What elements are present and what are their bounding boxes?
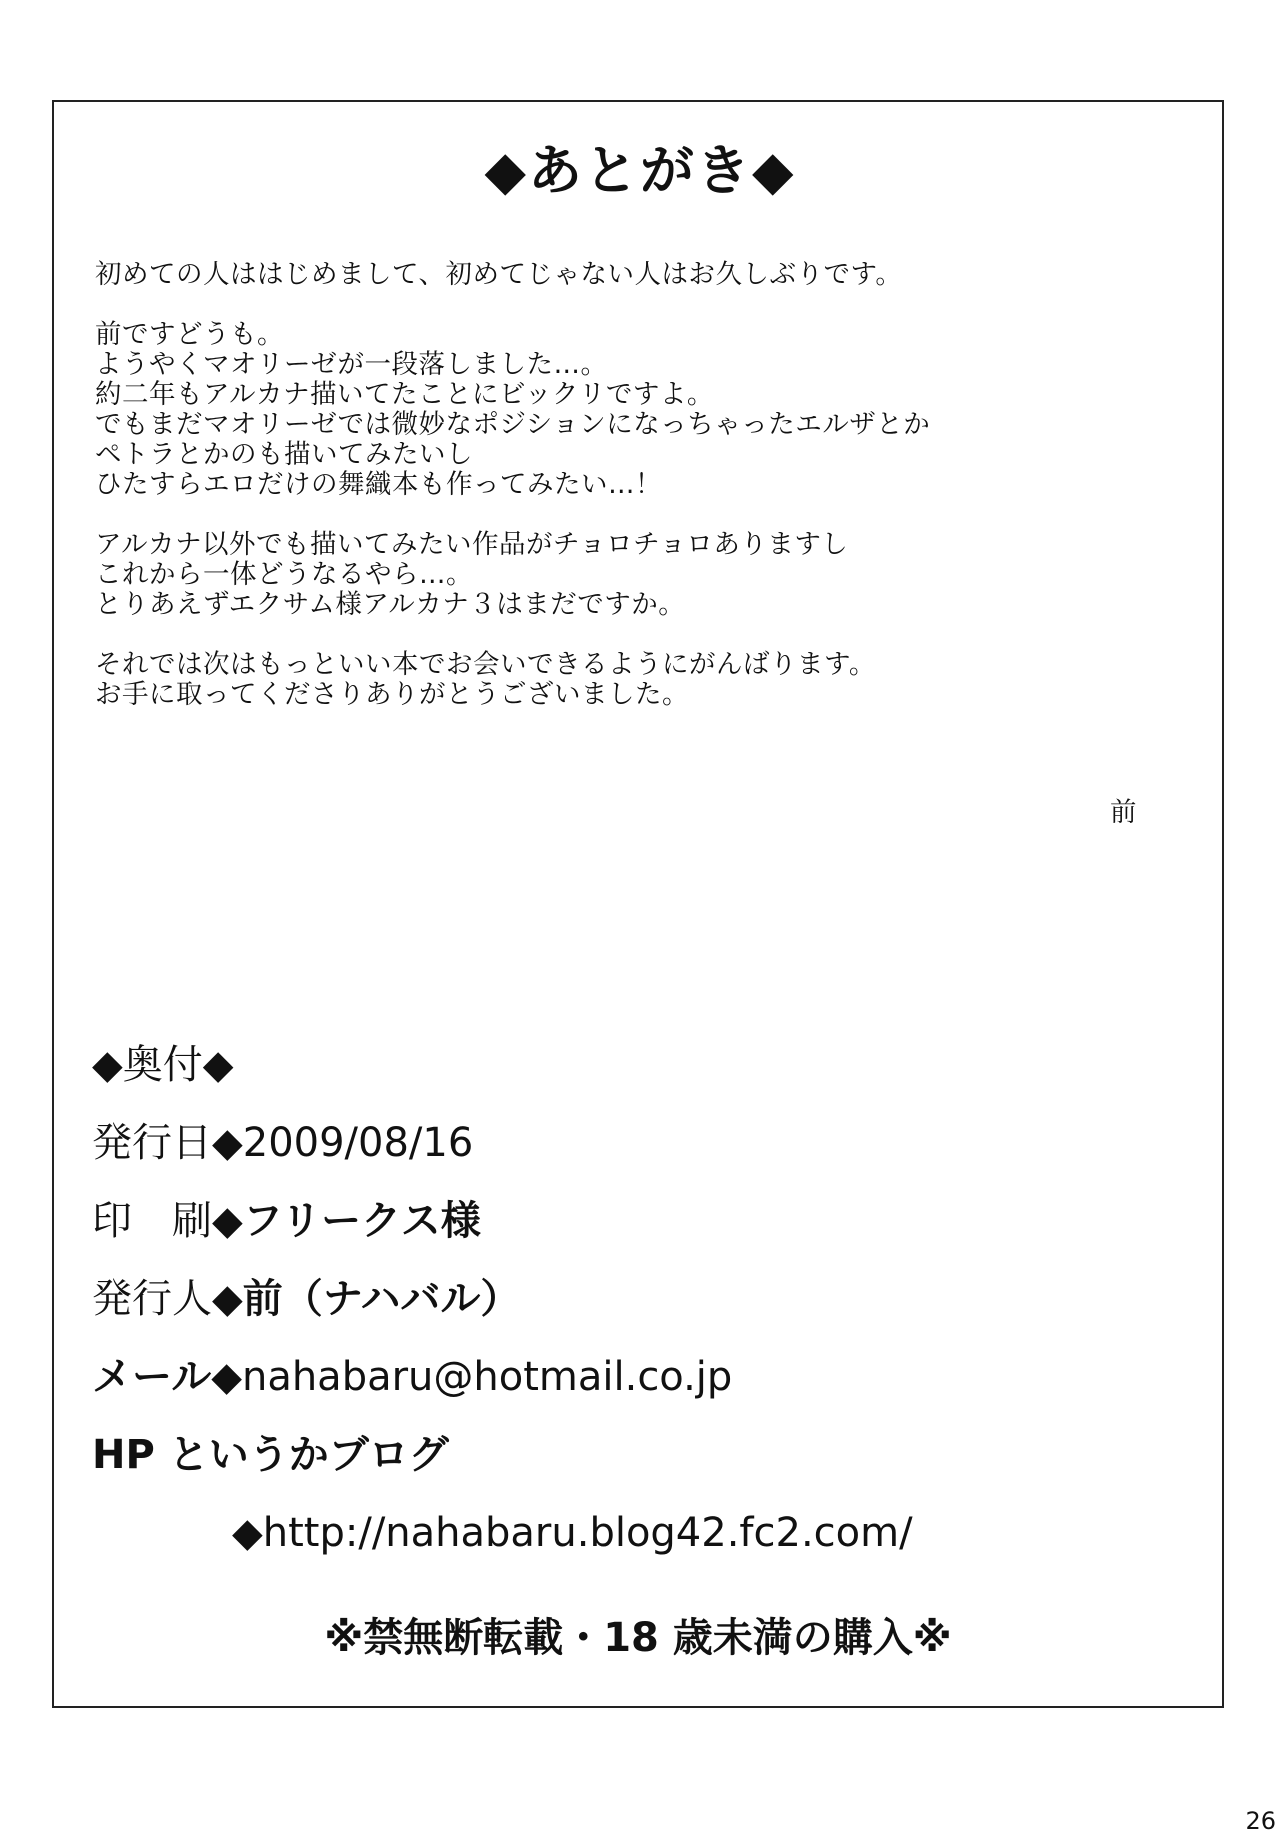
reprint-notice: ※禁無断転載・18 歳未満の購入※ [324, 1615, 952, 1661]
issue-date-row [92, 1118, 473, 1168]
afterword-line: アルカナ以外でも描いてみたい作品がチョロチョロありますし [95, 529, 849, 560]
mail-label: メール [92, 1354, 212, 1400]
afterword-line: ようやくマオリーゼが一段落しました…。 [95, 349, 608, 380]
afterword-paragraph-1 [95, 260, 1135, 290]
printer-label: 印 刷 [92, 1198, 212, 1244]
afterword-paragraph-4 [95, 650, 1135, 710]
afterword-line: ひたすらエロだけの舞織本も作ってみたい…！ [95, 469, 662, 500]
afterword-line: それでは次はもっといい本でお会いできるようにがんばります。 [95, 649, 876, 680]
publisher-row [92, 1274, 520, 1324]
author-signature: 前 [1110, 797, 1137, 828]
colophon-heading: ◆奥付◆ [92, 1042, 234, 1088]
hp-label: HP というかブログ [92, 1432, 449, 1478]
afterword-line: 初めての人ははじめまして、初めてじゃない人はお久しぶりです。 [95, 259, 903, 290]
publisher-label: 発行人 [92, 1276, 212, 1322]
printer-row [92, 1196, 481, 1246]
issue-date-value: ◆2009/08/16 [212, 1120, 474, 1166]
afterword-paragraph-3 [95, 530, 1135, 620]
afterword-line: ペトラとかのも描いてみたいし [95, 439, 473, 470]
printer-value: ◆フリークス様 [212, 1198, 481, 1244]
mail-row [92, 1352, 732, 1402]
afterword-line: でもまだマオリーゼでは微妙なポジションになっちゃったエルザとか [95, 409, 931, 440]
afterword-line: これから一体どうなるやら…。 [95, 559, 473, 590]
afterword-line: とりあえずエクサム様アルカナ３はまだですか。 [95, 589, 686, 620]
afterword-line: 前ですどうも。 [95, 319, 284, 350]
issue-date-label: 発行日 [92, 1120, 212, 1166]
afterword-line: 約二年もアルカナ描いてたことにビックリですよ。 [95, 379, 714, 410]
afterword-title: ◆あとがき◆ [484, 138, 796, 202]
mail-address: ◆nahabaru@hotmail.co.jp [211, 1354, 733, 1400]
blog-url: ◆http://nahabaru.blog42.fc2.com/ [232, 1510, 913, 1556]
afterword-line: お手に取ってくださりありがとうございました。 [95, 679, 689, 710]
afterword-body [95, 260, 1135, 740]
afterword-paragraph-2 [95, 320, 1135, 500]
publisher-value: ◆前（ナハバル） [212, 1276, 521, 1322]
page-number: 26 [1245, 1807, 1276, 1835]
